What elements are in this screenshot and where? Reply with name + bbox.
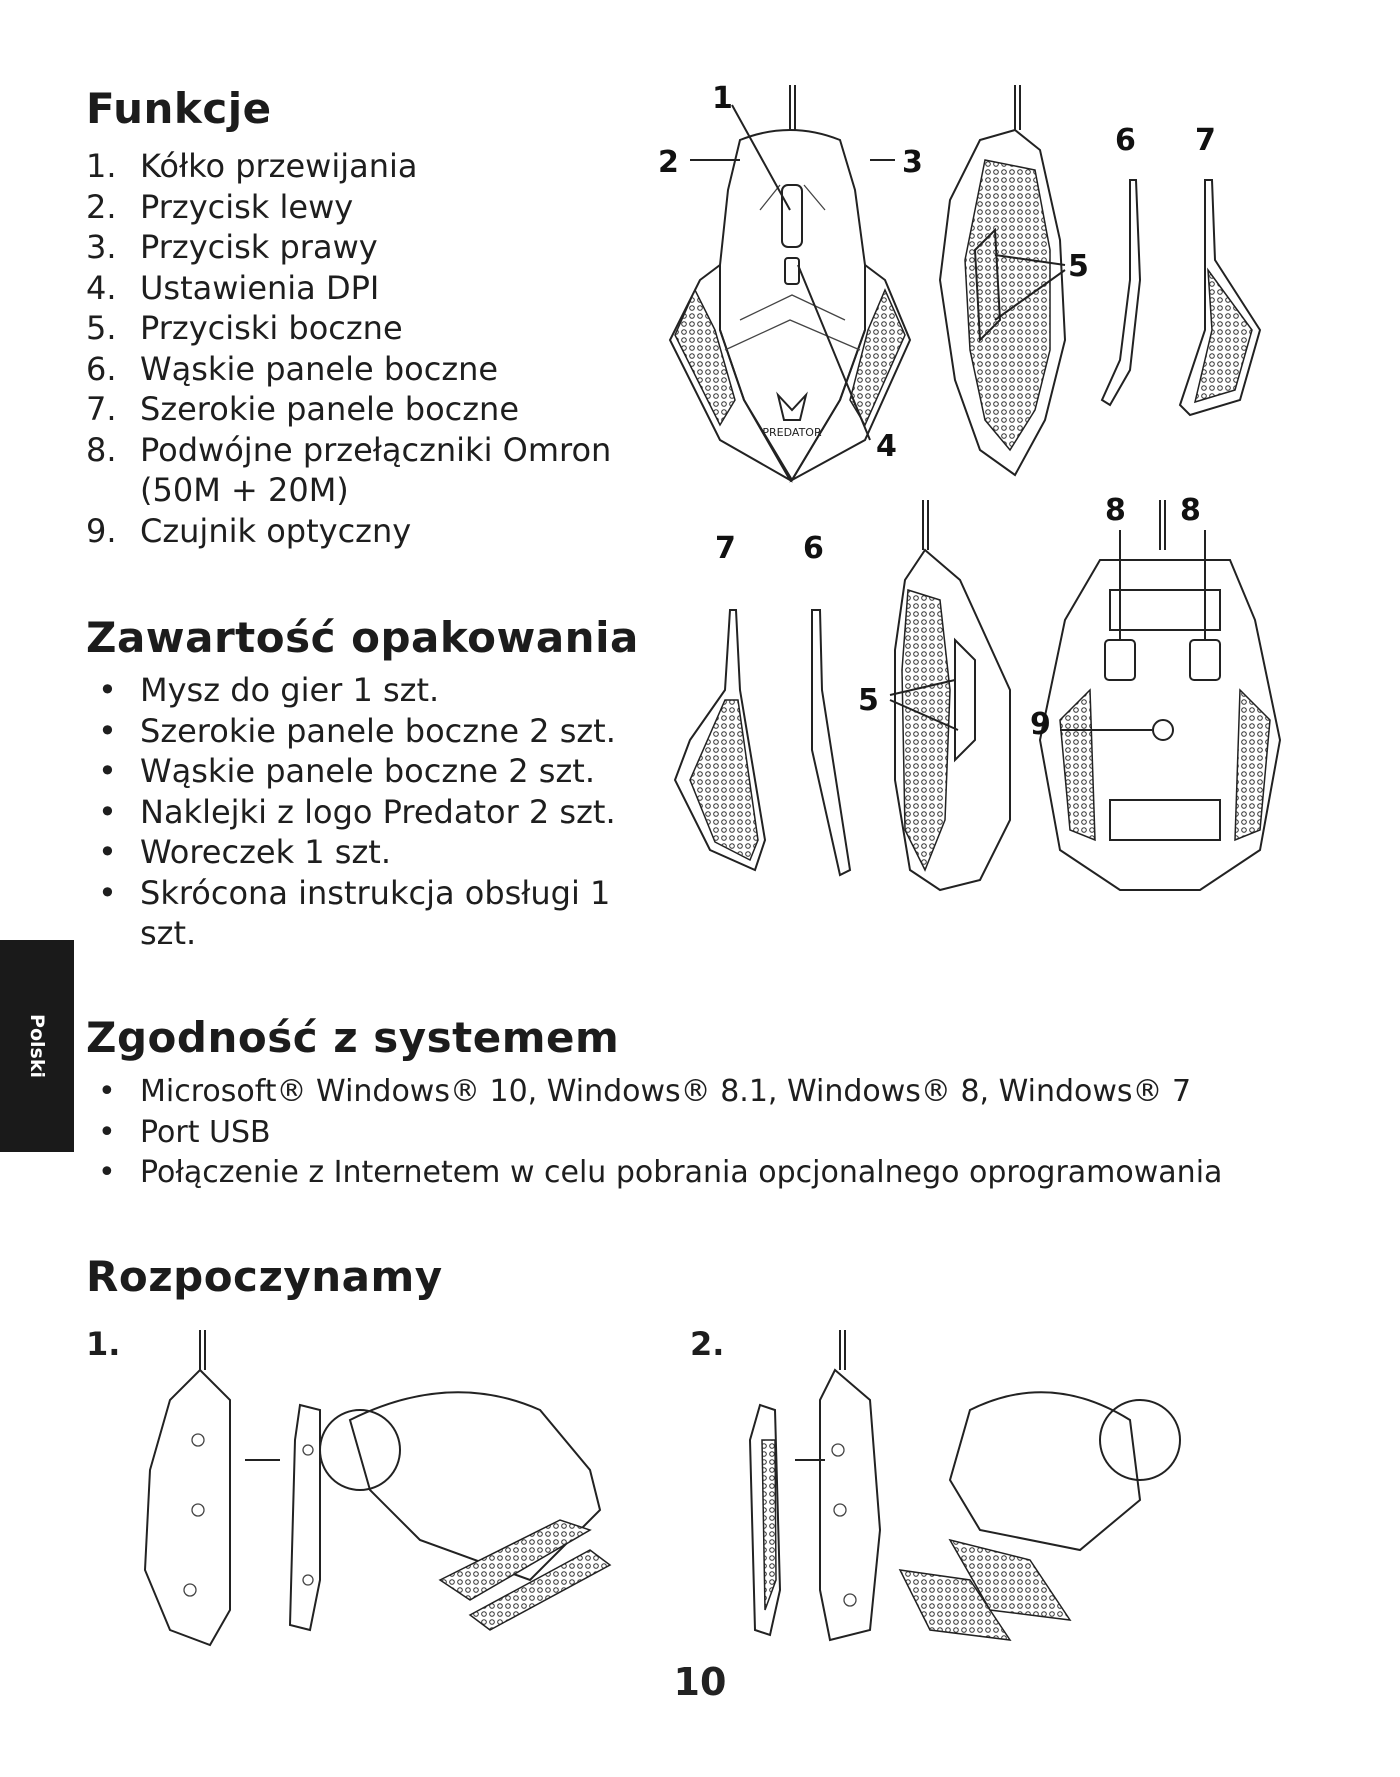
wide-side-panel: [1180, 180, 1260, 415]
mouse-side-view-left: [895, 500, 1010, 890]
features-list: [86, 146, 666, 551]
label-5: 5: [1068, 249, 1089, 284]
language-tab: [0, 940, 74, 1152]
mouse-side-view-right: [940, 85, 1065, 475]
label-8b: 8: [1180, 493, 1201, 528]
label-7: 7: [1195, 123, 1216, 158]
label-8a: 8: [1105, 493, 1126, 528]
package-list: [86, 670, 666, 954]
label-7-left: 7: [715, 531, 736, 566]
list-item: • Wąskie panele boczne 2 szt.: [98, 752, 595, 790]
list-item: 5. Przyciski boczne: [86, 309, 403, 347]
list-item: • Microsoft® Windows® 10, Windows® 8.1, Windows® 8, Windows® 7: [98, 1074, 1192, 1109]
list-item: • Port USB: [98, 1114, 271, 1150]
narrow-side-panel: [1102, 180, 1140, 405]
list-item: 9. Czujnik optyczny: [86, 511, 412, 550]
list-item: 4. Ustawienia DPI: [86, 268, 380, 307]
label-6: 6: [1115, 123, 1136, 158]
step-2-illustration: [720, 1330, 1280, 1650]
compat-title: Zgodność z systemem: [86, 1013, 620, 1062]
list-item: 6. Wąskie panele boczne: [86, 349, 499, 388]
compat-list: [86, 1072, 1366, 1194]
list-item: 3. Przycisk prawy: [86, 228, 378, 266]
wide-side-panel-left: [675, 610, 765, 870]
list-item: • Woreczek 1 szt.: [98, 833, 391, 871]
label-6-left: 6: [803, 531, 824, 566]
list-item: 8. Podwójne przełączniki Omron (50M + 20M): [86, 430, 612, 509]
mouse-top-view: [670, 85, 910, 480]
start-title: Rozpoczynamy: [86, 1252, 443, 1301]
label-5-left: 5: [858, 683, 879, 718]
list-item: • Mysz do gier 1 szt.: [98, 671, 440, 709]
label-3: 3: [902, 145, 923, 180]
label-2: 2: [658, 145, 679, 180]
list-item: • Połączenie z Internetem w celu pobrania opcjonalnego oprogramowania: [98, 1155, 1223, 1190]
list-item: • Szerokie panele boczne 2 szt.: [98, 711, 616, 750]
list-item: • Skrócona instrukcja obsługi 1 szt.: [98, 873, 611, 952]
label-9: 9: [1030, 707, 1051, 742]
list-item: 1. Kółko przewijania: [86, 147, 418, 185]
list-item: 7. Szerokie panele boczne: [86, 390, 519, 428]
label-4: 4: [876, 429, 897, 464]
language-tab-label: Polski: [26, 1014, 48, 1078]
list-item: • Naklejki z logo Predator 2 szt.: [98, 792, 616, 831]
page-number: 10: [673, 1660, 727, 1704]
package-title: Zawartość opakowania: [86, 613, 639, 662]
narrow-side-panel-left: [812, 610, 850, 875]
features-title: Funkcje: [86, 84, 272, 133]
mouse-top-side-illustration: [640, 80, 1300, 500]
label-1: 1: [712, 81, 733, 116]
step-2-label: 2.: [690, 1325, 725, 1363]
step-1-label: 1.: [86, 1325, 121, 1363]
step-1-illustration: [120, 1330, 680, 1650]
list-item: 2. Przycisk lewy: [86, 187, 354, 226]
mouse-bottom-view: [1040, 500, 1280, 890]
predator-logo-text: PREDATOR: [762, 426, 822, 439]
mouse-side-bottom-illustration: [640, 490, 1300, 910]
